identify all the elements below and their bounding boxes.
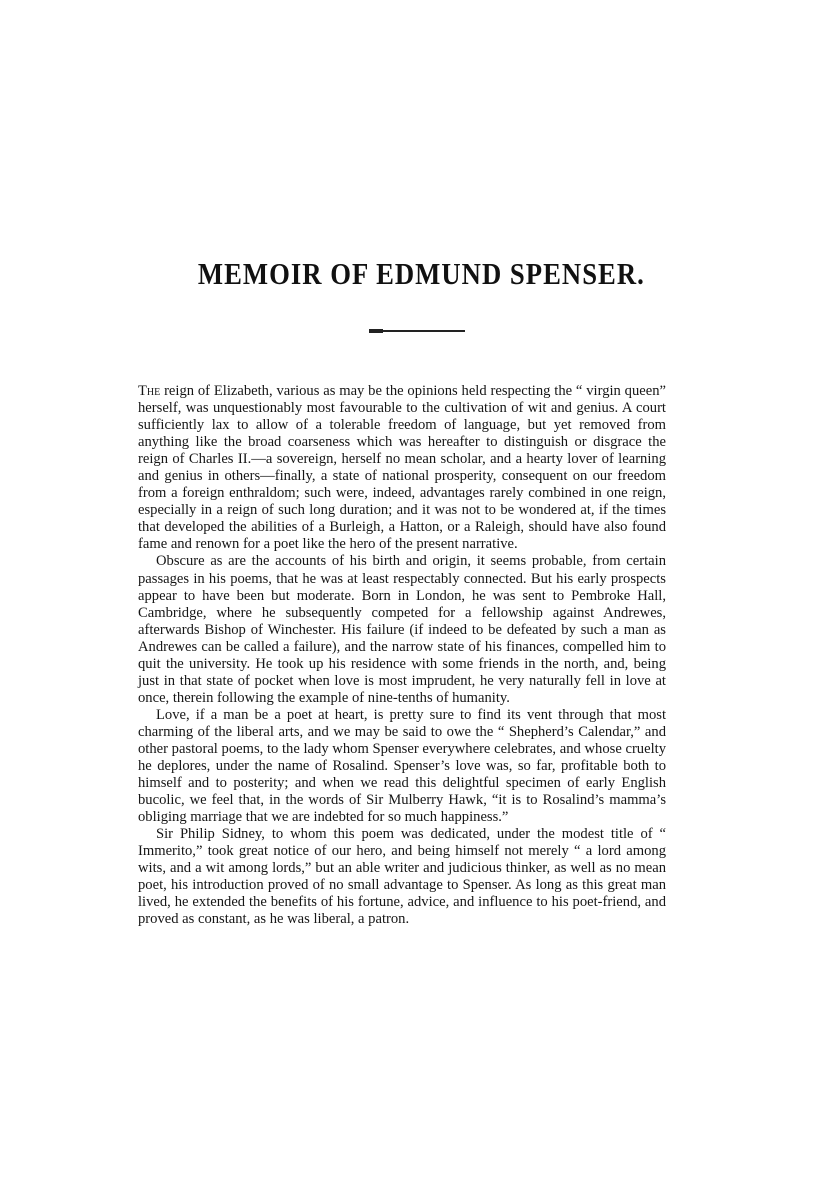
paragraph-4: Sir Philip Sidney, to whom this poem was dedicated, under the modest title of “ Immerito,” took great notice of our hero, and being himself not merely “ a lord among wits, and a wit among lords,” but an able writer and judicious thinker, as well as no mean poet, his introduction proved of no small advantage to Spenser. As long as this great man lived, he extended the benefits of his fortune, advice, and influence to his poet-friend, and proved as constant, as he was liberal, a patron.	[138, 826, 666, 928]
memoir-body	[138, 383, 666, 929]
paragraph-2: Obscure as are the accounts of his birth and origin, it seems probable, from certain passages in his poems, that he was at least respectably connected. But his early prospects appear to have been but moderate. Born in London, he was sent to Pembroke Hall, Cambridge, where he subsequently competed for a fellowship against Andrewes, afterwards Bishop of Winchester. His failure (if indeed to be defeated by such a man as Andrewes can be called a failure), and the narrow state of his finances, compelled him to quit the university. He took up his residence with some friends in the north, and, being just in that state of pocket when love is most imprudent, he very naturally fell in love at once, therein following the example of nine-tenths of humanity.	[138, 553, 666, 706]
title-rule	[369, 330, 465, 332]
paragraph-3: Love, if a man be a poet at heart, is pretty sure to find its vent through that most charming of the liberal arts, and we may be said to owe the “ Shepherd’s Calendar,” and other pastoral poems, to the lady whom Spenser everywhere celebrates, and whose cruelty he deplores, under the name of Rosalind. Spenser’s love was, so far, profitable both to himself and to posterity; and when we read this delightful specimen of early English bucolic, we feel that, in the words of Sir Mulberry Hawk, “it is to Rosalind’s mamma’s obliging marriage that we are indebted for so much happiness.”	[138, 706, 666, 826]
paragraph-1	[138, 383, 666, 553]
paragraph-1-lead: The	[138, 383, 161, 399]
paragraph-1-text: reign of Elizabeth, various as may be the opinions held respecting the “ virgin queen” herself, was unquestionably most favourable to the cultivation of wit and genius. A court sufficiently lax to allow of a tolerable freedom of language, but yet removed from anything like the broad coarseness which was hereafter to distinguish or disgrace the reign of Charles II.—a sovereign, herself no mean scholar, and a hearty lover of learning and genius in others—finally, a state of national prosperity, consequent on our freedom from a foreign enthraldom; such were, indeed, advantages rarely combined in one reign, especially in a reign of such long duration; and it was not to be wondered at, if the times that developed the abilities of a Burleigh, a Hatton, or a Raleigh, should have also found fame and renown for a poet like the hero of the present narrative.	[138, 383, 666, 553]
page-title: MEMOIR OF EDMUND SPENSER.	[197, 256, 645, 291]
